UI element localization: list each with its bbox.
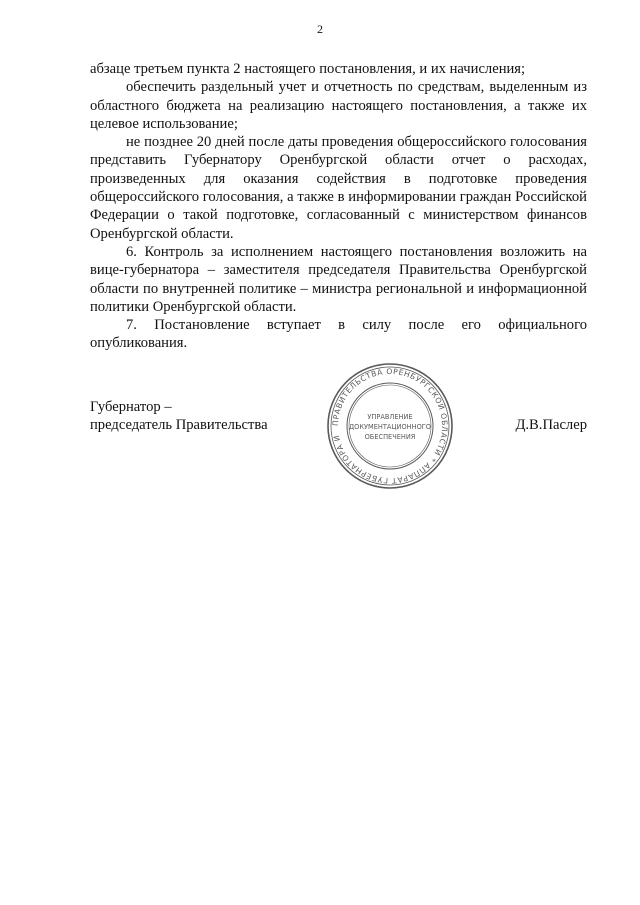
seal-center-line3: ОБЕСПЕЧЕНИЯ	[364, 433, 416, 441]
signatory-title	[90, 398, 268, 435]
seal-center-line1: УПРАВЛЕНИЕ	[367, 413, 413, 421]
paragraph-continuation: абзаце третьем пункта 2 настоящего постановления, и их начисления;	[90, 61, 526, 77]
paragraph-effective-date: 7. Постановление вступает в силу после его официального опубликования.	[90, 317, 587, 352]
official-seal	[326, 362, 454, 490]
document-body	[90, 60, 587, 353]
signatory-name: Д.В.Паслер	[515, 417, 587, 433]
seal-ring-text: ПРАВИТЕЛЬСТВА ОРЕНБУРГСКОЙ ОБЛАСТИ * АППАРАТ ГУБЕРНАТОРА И	[330, 366, 450, 486]
seal-center-text	[349, 413, 431, 441]
signatory-title-line2: председатель Правительства	[90, 417, 268, 434]
signatory-title-line1: Губернатор –	[90, 399, 172, 415]
seal-center-line2: ДОКУМЕНТАЦИОННОГО	[349, 423, 431, 431]
paragraph-separate-accounting: обеспечить раздельный учет и отчетность по средствам, выделенным из областного бюджета на реализацию настоящего постановления, а также их целевое использование;	[90, 79, 587, 132]
page-number: 2	[317, 22, 323, 36]
paragraph-report-deadline: не позднее 20 дней после даты проведения общероссийского голосования представить Губернатору Оренбургской области отчет о расходах, произведенных для оказания содействия в подготовке проведения общероссийского голосования, а также в информировании граждан Российской Федерации о такой подготовке, согласованный с министерством финансов Оренбургской области.	[90, 134, 587, 242]
paragraph-control-clause: 6. Контроль за исполнением настоящего постановления возложить на вице-губернатора – заместителя председателя Правительства Оренбургской области по внутренней политике – министра региональной и информационной политики Оренбургской области.	[90, 243, 587, 315]
